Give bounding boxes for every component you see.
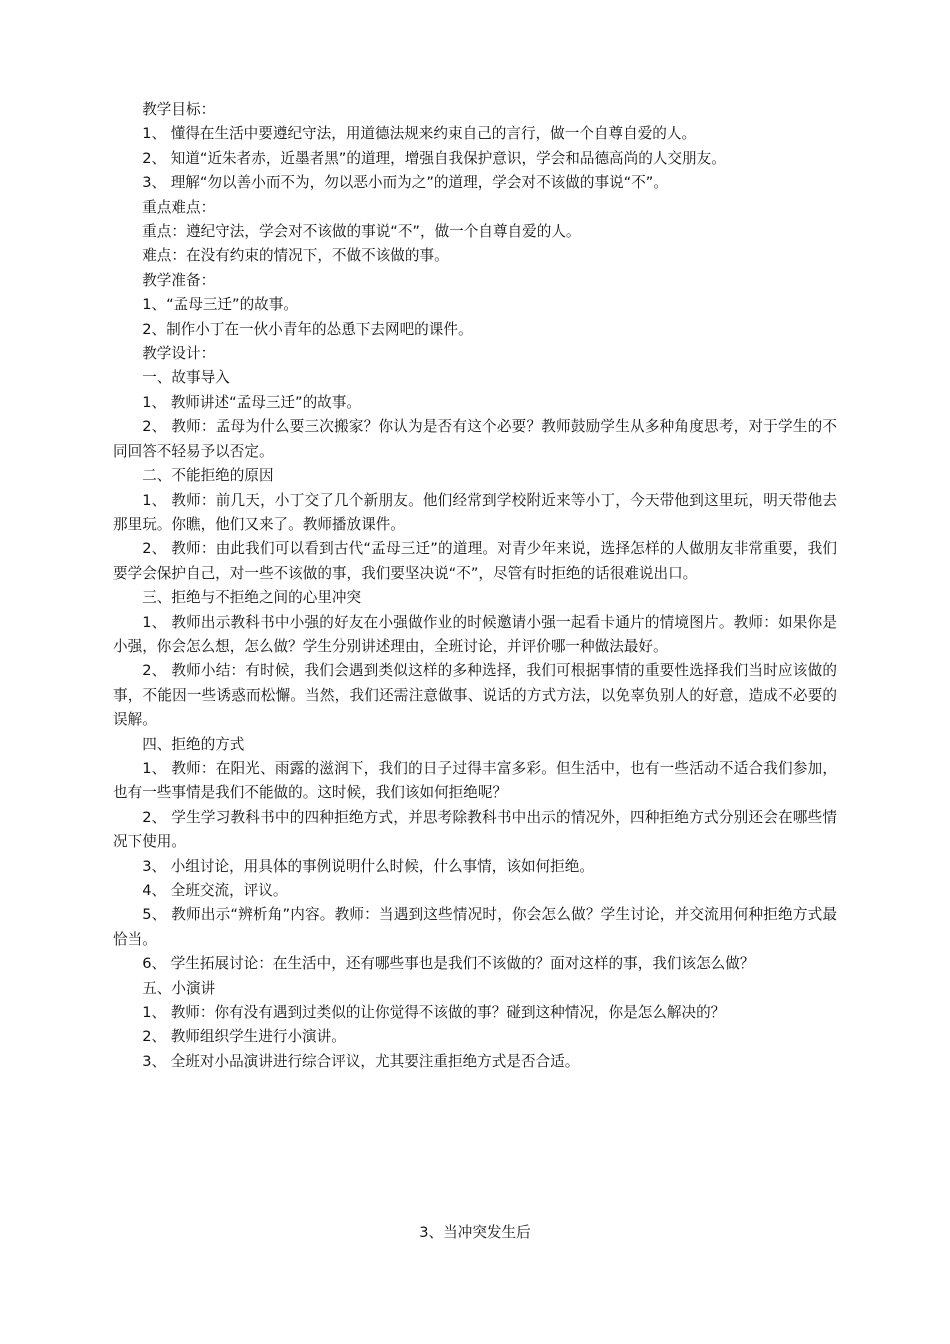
preparation-item: 1、“孟母三迁”的故事。 (142, 296, 298, 314)
objective-item: 2、 知道“近朱者赤，近墨者黑”的道理，增强自我保护意识，学会和品德高尚的人交朋友。 (142, 149, 726, 167)
design-step: 3、 小组讨论，用具体的事例说明什么时候，什么事情，该如何拒绝。 (142, 857, 594, 875)
design-step: 1、 教师：你有没有遇到过类似的让你觉得不该做的事？碰到这种情况，你是怎么解决的？ (142, 1004, 726, 1022)
subsection-heading: 一、故事导入 (142, 369, 230, 387)
subsection-heading: 二、不能拒绝的原因 (142, 467, 274, 485)
design-step: 2、 教师：由此我们可以看到古代“孟母三迁”的道理。对青少年来说，选择怎样的人做朋友非常重要，我们要学会保护自己，对一些不该做的事，我们要坚决说“不”，尽管有时拒绝的话很难说出口。 (113, 540, 837, 582)
section-heading-objectives: 教学目标： (142, 101, 216, 118)
design-step: 5、 教师出示“辨析角”内容。教师：当遇到这些情况时，你会怎么做？学生讨论，并交流用何种拒绝方式最恰当。 (113, 906, 837, 948)
design-step: 1、 教师出示教科书中小强的好友在小强做作业的时候邀请小强一起看卡通片的情境图片。教师：如果你是小强，你会怎么想，怎么做？学生分别讲述理由，全班讨论，并评价哪一种做法最好。 (113, 613, 837, 655)
design-step: 6、 学生拓展讨论：在生活中，还有哪些事也是我们不该做的？面对这样的事，我们该怎么做？ (142, 955, 755, 973)
key-point: 重点：遵纪守法，学会对不该做的事说“不”，做一个自尊自爱的人。 (142, 223, 581, 241)
document-body (113, 98, 837, 1074)
section-heading-key-points: 重点难点： (142, 198, 216, 216)
design-step: 1、 教师讲述“孟母三迁”的故事。 (142, 393, 361, 411)
design-step: 1、 教师：在阳光、雨露的滋润下，我们的日子过得丰富多彩。但生活中，也有一些活动不适合我们参加，也有一些事情是我们不能做的。这时候，我们该如何拒绝呢？ (113, 759, 837, 802)
objective-item: 1、 懂得在生活中要遵纪守法，用道德法规来约束自己的言行，做一个自尊自爱的人。 (142, 125, 697, 143)
subsection-heading: 三、拒绝与不拒绝之间的心里冲突 (142, 589, 362, 607)
design-step: 1、 教师：前几天，小丁交了几个新朋友。他们经常到学校附近来等小丁，今天带他到这里玩，明天带他去那里玩。你瞧，他们又来了。教师播放课件。 (113, 491, 837, 533)
design-step: 2、 学生学习教科书中的四种拒绝方式，并思考除教科书中出示的情况外，四种拒绝方式分别还会在哪些情况下使用。 (113, 808, 837, 851)
section-heading-design: 教学设计： (142, 345, 216, 363)
subsection-heading: 五、小演讲 (142, 979, 216, 997)
preparation-item: 2、制作小丁在一伙小青年的怂恿下去网吧的课件。 (142, 320, 473, 338)
objective-item: 3、 理解“勿以善小而不为，勿以恶小而为之”的道理，学会对不该做的事说“不”。 (142, 174, 668, 192)
design-step: 2、 教师小结：有时候，我们会遇到类似这样的多种选择，我们可根据事情的重要性选择我们当时应该做的事，不能因一些诱惑而松懈。当然，我们还需注意做事、说话的方式方法，以免辜负别人的好意，造成不必要的误解。 (113, 662, 837, 729)
design-step: 3、 全班对小品演讲进行综合评议，尤其要注重拒绝方式是否合适。 (142, 1052, 580, 1070)
design-step: 4、 全班交流，评议。 (142, 882, 288, 899)
section-heading-preparation: 教学准备： (142, 271, 216, 289)
design-step: 2、 教师：孟母为什么要三次搬家？你认为是否有这个必要？教师鼓励学生从多种角度思考，对于学生的不同回答不轻易予以否定。 (113, 418, 837, 460)
page-footer: 3、当冲突发生后 (419, 1224, 531, 1241)
subsection-heading: 四、拒绝的方式 (142, 735, 245, 753)
difficult-point: 难点：在没有约束的情况下，不做不该做的事。 (142, 247, 449, 265)
design-step: 2、 教师组织学生进行小演讲。 (142, 1028, 346, 1046)
